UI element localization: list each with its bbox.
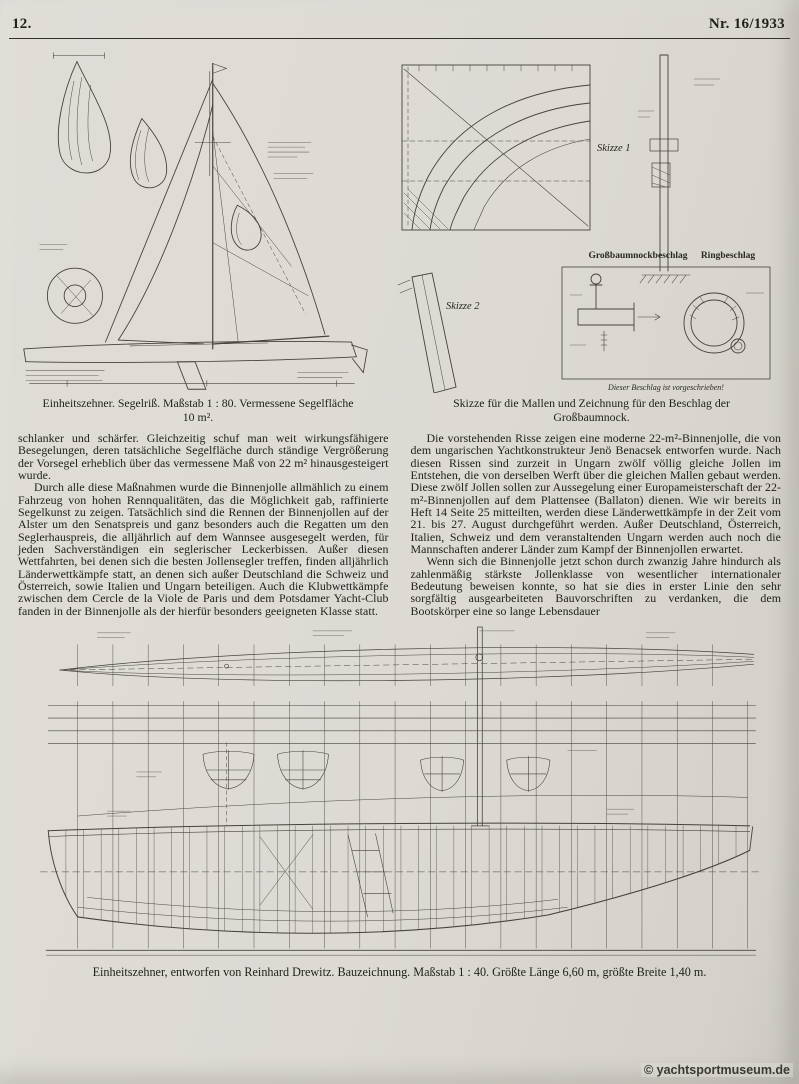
sketches-drawing [394,45,779,393]
sailplan-caption [10,396,386,424]
issue-number: Nr. 16/1933 [708,16,785,32]
sailplan-caption-line2: 10 m². [182,410,214,424]
sailplan-caption-line1: Einheitszehner. Segelriß. Maßstab 1 : 80. Vermessene Segelfläche [42,396,354,410]
text-column-right [411,432,782,617]
page-header [0,0,799,36]
beschlag-right-label: Ringbeschlag [700,251,756,261]
sketches-caption-line1: Skizze für die Mallen und Zeichnung für den Beschlag der [453,396,730,410]
text-column-left [18,432,389,617]
beschlag-note-label: Dieser Beschlag ist vorgeschrieben! [608,383,724,392]
figure-bauzeichnung [12,625,787,979]
skizze1-label: Skizze 1 [597,143,631,154]
figure-sketches [394,45,789,424]
bauzeichnung-drawing [12,625,785,963]
sketches-caption-line2: Großbaumnock. [553,410,630,424]
bauzeichnung-caption: Einheitszehner, entworfen von Reinhard Drewitz. Bauzeichnung. Maßstab 1 : 40. Größte Länge 6,60 m, größte Breite 1,40 m. [92,965,707,980]
sailplan-drawing [10,45,382,393]
body-text [0,424,799,617]
figure-sailplan [10,45,386,424]
sketches-caption [394,396,789,424]
paragraph: schlanker und schärfer. Gleichzeitig schuf man weit wirkungsfähigere Besegelungen, deren tatsächliche Segelfläche durch ständige Vergrößerung der Vorsegel erheblich über das vermessene Maß von 22 m² hinausgesteigert wurde. [18,431,389,483]
top-figures [0,39,799,424]
page-number: 12. [12,16,32,32]
paragraph: Wenn sich die Binnenjolle jetzt schon durch zwanzig Jahre hindurch als zahlenmäßig stärkste Jollenklasse von wesentlicher internationaler Bedeutung beweisen konnte, so hat sie dies in erster Linie den sehr sorgfältig ausgearbeiteten Bauvorschriften zu verdanken, die dem Bootskörper eine so lange Lebensdauer [410,554,781,618]
beschlag-left-label: Großbaumnockbeschlag [588,251,688,261]
paragraph: Die vorstehenden Risse zeigen eine moderne 22-m²-Binnenjolle, die von dem ungarischen Yachtkonstrukteur Jenö Benacsek entworfen wurde. Nach diesen Rissen sind zurzeit in Ungarn zwölf völlig gleiche Jollen im Entstehen, die von derselben Werft über die gleichen Mallen gebaut werden. Diese zwölf Jollen sollen zur Aussegelung einer Europameisterschaft der 22-m²-Binnenjollen auf dem Plattensee (Ballaton) dienen. Wie wir bereits in Heft 14 Seite 25 mitteilten, werden diese Länderwettkämpfe in der Zeit vom 21. bis 27. August durchgeführt werden. Außer Deutschland, Österreich, Italien, Schweiz und dem veranstaltenden Ungarn werden auch noch die Mannschaften anderer Länder zum Kampf der Binnenjollen erwartet. [410,431,781,557]
watermark: © yachtsportmuseum.de [641,1063,793,1077]
skizze2-label: Skizze 2 [446,301,480,312]
paragraph: Durch alle diese Maßnahmen wurde die Binnenjolle allmählich zu einem Fahrzeug von hohen Rennqualitäten, das die Möglichkeit gab, raffinierte Segelkunst zu zeigen. Tatsächlich sind die Rennen der Binnenjollen auf der Alster um den Senatspreis und ganz besonders auch die Regatten um den Seglerhauspreis, die alljährlich auf dem Wannsee ausgesegelt werden, für jeden Sachverständigen ein seglerischer Leckerbissen. Außer diesen Wettfahrten, bei denen sich die besten Jollensegler treffen, finden alljährlich Länderwettkämpfe statt, an denen sich außer Deutschland die Schweiz und Österreich, sowie Italien und Ungarn beteiligen. Auch die Klubwettkämpfe zwischen dem Cercle de la Viole de Paris und dem Potsdamer Yacht-Club fanden in der Binnenjolle als der hierfür besonders geeigneten Klasse statt. [18,480,389,618]
